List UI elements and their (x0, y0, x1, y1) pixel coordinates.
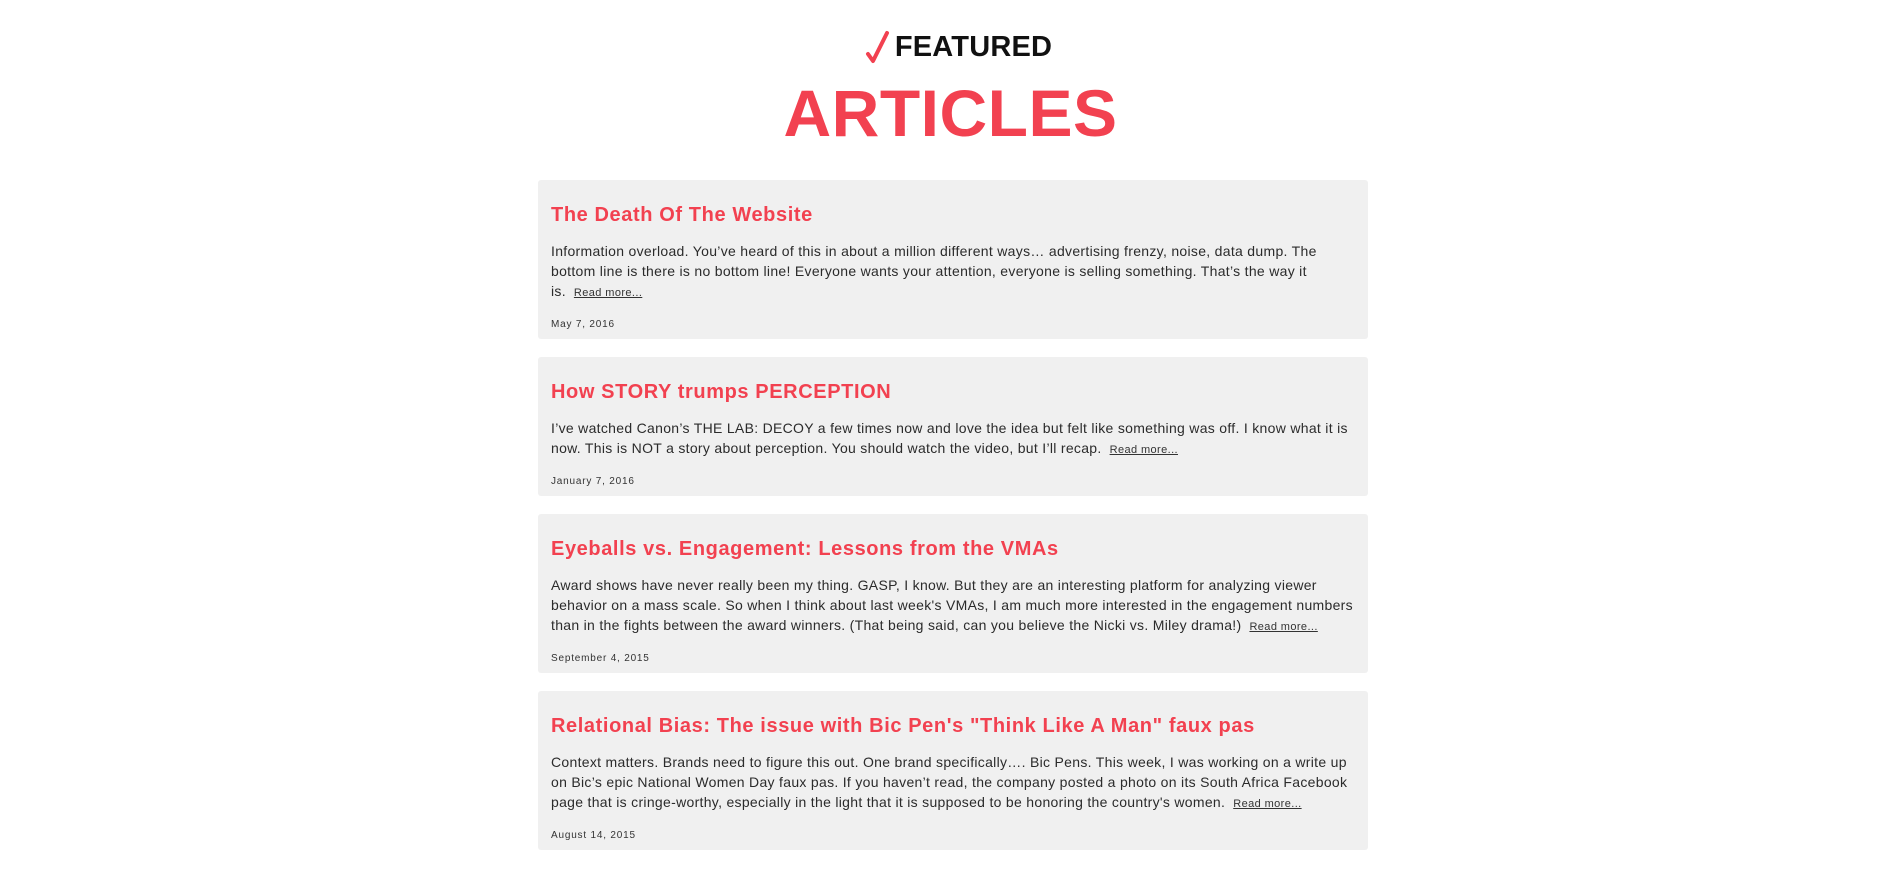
article-card (538, 357, 1368, 496)
read-more-link[interactable]: Read more... (1249, 621, 1318, 633)
article-excerpt (551, 418, 1355, 460)
article-excerpt (551, 575, 1355, 637)
article-excerpt-text: Award shows have never really been my thing. GASP, I know. But they are an interesting platform for analyzing viewer behavior on a mass scale. So when I think about last week's VMAs, I am much more interested in the engagement numbers than in the fights between the award winners. (That being said, can you believe the Nicki vs. Miley drama!) (551, 577, 1353, 633)
checkmark-icon (865, 30, 891, 64)
article-excerpt-text: Context matters. Brands need to figure this out. One brand specifically…. Bic Pens. This week, I was working on a write up on Bic’s epic National Women Day faux pas. If you haven’t read, the company posted a photo on its South Africa Facebook page that is cringe-worthy, especially in the light that it is supposed to be honoring the country's women. (551, 754, 1348, 810)
article-title-link[interactable]: The Death Of The Website (551, 204, 813, 226)
article-title-link[interactable]: Relational Bias: The issue with Bic Pen's "Think Like A Man" faux pas (551, 715, 1255, 737)
page-title: ARTICLES (783, 76, 1118, 150)
featured-heading (0, 28, 1901, 68)
article-excerpt-text: I’ve watched Canon’s THE LAB: DECOY a few times now and love the idea but felt like something was off. I know what it is now. This is NOT a story about perception. You should watch the video, but I’ll recap. (551, 420, 1348, 456)
article-date: January 7, 2016 (551, 476, 635, 487)
article-excerpt (551, 241, 1355, 303)
article-excerpt (551, 752, 1355, 814)
article-list (538, 180, 1368, 868)
article-card (538, 691, 1368, 850)
article-date: August 14, 2015 (551, 830, 636, 841)
article-date: September 4, 2015 (551, 653, 650, 664)
article-card (538, 180, 1368, 339)
article-excerpt-text: Information overload. You’ve heard of this in about a million different ways… advertising frenzy, noise, data dump. The bottom line is there is no bottom line! Everyone wants your attention, everyone is selling something. That’s the way it is. (551, 243, 1317, 299)
read-more-link[interactable]: Read more... (1109, 444, 1178, 456)
article-card (538, 514, 1368, 673)
article-title-link[interactable]: Eyeballs vs. Engagement: Lessons from the VMAs (551, 538, 1059, 560)
article-date: May 7, 2016 (551, 319, 615, 330)
featured-label: FEATURED (894, 31, 1053, 63)
article-title-link[interactable]: How STORY trumps PERCEPTION (551, 381, 892, 403)
read-more-link[interactable]: Read more... (573, 287, 643, 299)
read-more-link[interactable]: Read more... (1233, 798, 1302, 810)
featured-heading-inner (865, 28, 1052, 62)
